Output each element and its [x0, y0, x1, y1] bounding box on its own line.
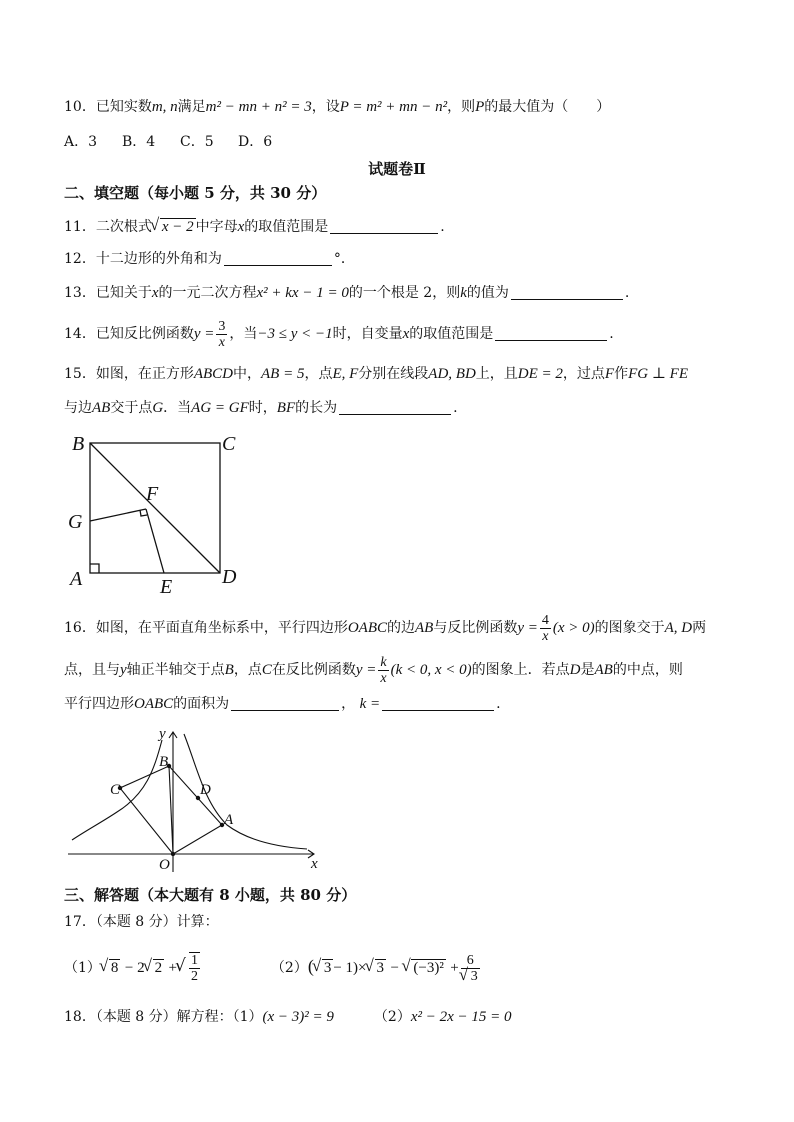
label-b: B — [159, 754, 169, 770]
question-16-line-2: 点，且与y轴正半轴交于点B，点C在反比例函数y = $\frac{k}{x}$ (k < 0, x < 0)的图象上．若点D是AB的中点，则 — [64, 654, 683, 686]
answer-blank-area[interactable] — [231, 696, 339, 711]
label-a: A — [224, 812, 234, 828]
question-18: 18．（本题 8 分）解方程：（1）(x − 3)² = 9 （2）x² − 2x − 15 = 0 — [64, 1009, 512, 1025]
segment-fe — [146, 509, 164, 573]
diagonal-bd — [90, 443, 220, 573]
sqrt-symbol: √ x − 2 — [152, 217, 196, 237]
answer-blank-k[interactable] — [382, 696, 494, 711]
label-c: C — [110, 782, 121, 798]
question-16-line-1: 16．如图，在平面直角坐标系中，平行四边形OABC的边AB与反比例函数y = $\frac{4}{x}$ (x > 0)的图象交于A, D两 — [64, 612, 707, 644]
answer-blank[interactable] — [511, 285, 623, 300]
point-o — [171, 852, 175, 856]
option-c: C．5 — [180, 134, 214, 150]
figure-15-square — [60, 425, 260, 600]
question-17-header: 17．（本题 8 分）计算： — [64, 914, 219, 930]
label-c: C — [222, 433, 236, 455]
answer-blank[interactable] — [330, 219, 438, 234]
fraction: $\frac{k}{x}$ — [380, 654, 387, 686]
section-3-heading: 三、解答题（本大题有 8 小题，共 80 分） — [64, 886, 357, 904]
label-a: A — [70, 568, 83, 590]
label-b: B — [72, 433, 85, 455]
label-d: D — [222, 566, 237, 588]
question-11: 11．二次根式√ x − 2 中字母x的取值范围是 . — [64, 217, 445, 237]
question-15-line-2: 与边AB交于点G．当AG = GF时，BF的长为 . — [64, 400, 458, 416]
answer-blank[interactable] — [495, 326, 607, 341]
question-13: 13．已知关于x的一元二次方程x² + kx − 1 = 0的一个根是 2，则k的值为 . — [64, 285, 630, 301]
question-12: 12．十二边形的外角和为 °． — [64, 251, 355, 267]
figure-16-coordinate-plane — [62, 722, 330, 872]
label-g: G — [68, 511, 83, 533]
label-e: E — [160, 576, 173, 598]
option-b: B．4 — [122, 134, 156, 150]
right-angle-a — [90, 564, 99, 573]
answer-blank[interactable] — [224, 251, 332, 266]
answer-blank[interactable] — [339, 400, 451, 415]
question-17-parts: （1）√ 8 − 2√ 2 + √ $\frac{1}{2}$ （2）(√ 3 − 1)×√ 3 − √ (−3)² + 6 √ 3 — [64, 946, 482, 986]
option-d: D．6 — [238, 134, 273, 150]
fraction: 6 √ 3 — [461, 953, 480, 984]
label-d: D — [200, 782, 211, 798]
fraction: $\frac{4}{x}$ — [541, 612, 549, 644]
segment-gf — [90, 509, 146, 521]
question-16-line-3: 平行四边形OABC的面积为 ， k = . — [64, 696, 501, 712]
label-o: O — [159, 857, 170, 872]
segment-ob — [169, 766, 173, 854]
paper-title: 试题卷Ⅱ — [368, 160, 426, 178]
question-15-line-1: 15．如图，在正方形ABCD中，AB = 5，点E, F分别在线段AD, BD上，且DE = 2，过点F作FG ⊥ FE — [64, 366, 689, 382]
section-2-heading: 二、填空题（每小题 5 分，共 30 分） — [64, 184, 327, 202]
label-x-axis: x — [311, 856, 318, 872]
option-a: A．3 — [64, 134, 98, 150]
question-10-options — [64, 132, 272, 152]
fraction: $\frac{3}{x}$ — [218, 318, 226, 350]
question-10: 10．已知实数m, n满足m² − mn + n² = 3，设P = m² + mn − n²，则P的最大值为（ ） — [64, 99, 611, 115]
label-f: F — [146, 483, 159, 505]
label-y-axis: y — [159, 726, 166, 742]
question-14: 14．已知反比例函数y = $\frac{3}{x}$ ，当−3 ≤ y < −1时，自变量x的取值范围是 . — [64, 318, 614, 350]
